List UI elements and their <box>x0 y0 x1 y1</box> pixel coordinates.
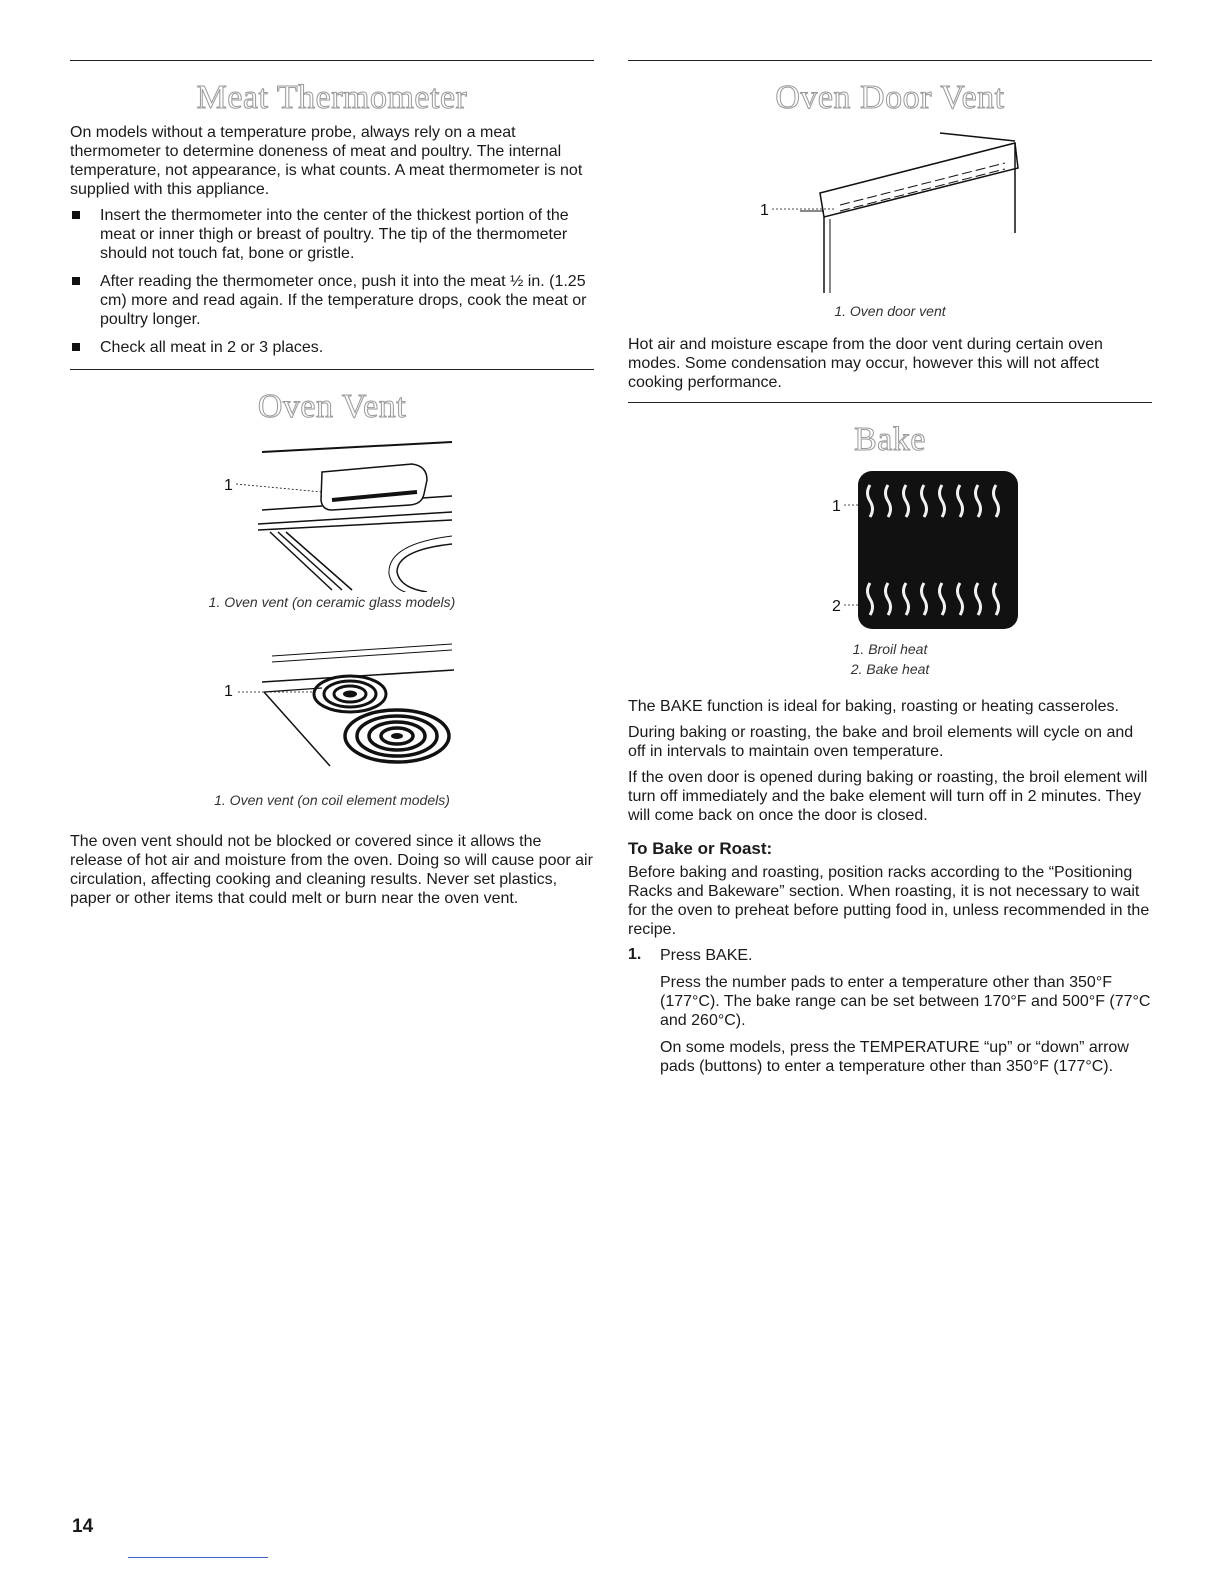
oven-door-vent-caption: 1. Oven door vent <box>834 303 946 319</box>
oven-vent-title: Oven Vent <box>257 388 407 425</box>
callout-bake: 2 <box>832 598 841 615</box>
bake-paragraph: If the oven door is opened during baking or roasting, the broil element will turn off immediately and the bake element will turn off in 2 minutes. They will come back on once the door is closed. <box>628 769 1148 824</box>
bullet-item: Check all meat in 2 or 3 places. <box>70 338 594 357</box>
bake-subhead-body: Before baking and roasting, position racks according to the “Positioning Racks and Bakeware” section. When roasting, it is not necessary to wait for the oven to preheat before putting food in, unless recommended in the recipe. <box>628 864 1150 938</box>
bake-paragraph: During baking or roasting, the bake and broil elements will cycle on and off in intervals to maintain oven temperature. <box>628 724 1134 760</box>
bake-oven-diagram <box>740 465 1040 635</box>
oven-vent-coil-illustration <box>182 620 482 790</box>
bullet-item: Insert the thermometer into the center of the thickest portion of the meat or inner thigh or breast of poultry. The tip of the thermometer should not touch fat, bone or gristle. <box>70 206 594 263</box>
callout-number: 1 <box>760 202 769 219</box>
meat-thermometer-bullets <box>70 206 594 357</box>
section-rule <box>70 369 594 370</box>
oven-door-vent-body: Hot air and moisture escape from the door vent during certain oven modes. Some condensation may occur, however this will not affect cooking performance. <box>628 336 1103 391</box>
step-paragraph: Press the number pads to enter a temperature other than 350°F (177°C). The bake range can be set between 170°F and 500°F (77°C and 260°C). <box>660 974 1151 1029</box>
section-rule <box>628 402 1152 403</box>
bullet-square-icon <box>72 211 80 219</box>
bake-subhead: To Bake or Roast: <box>628 839 773 858</box>
oven-door-vent-illustration <box>740 123 1040 293</box>
oven-vent-coil-caption: 1. Oven vent (on coil element models) <box>214 792 450 808</box>
page-number: 14 <box>72 1516 94 1537</box>
oven-vent-body: The oven vent should not be blocked or covered since it allows the release of hot air and moisture from the oven. Doing so will cause poor air circulation, affecting cooking and cleaning results. Never set plastics, paper or other items that could melt or burn near the oven vent. <box>70 833 593 907</box>
bullet-square-icon <box>72 343 80 351</box>
bullet-square-icon <box>72 277 80 285</box>
bake-title: Bake <box>854 421 926 458</box>
step-title: Press BAKE. <box>660 947 753 964</box>
section-rule <box>70 60 594 61</box>
bake-caption-bake: 2. Bake heat <box>850 661 930 677</box>
callout-number: 1 <box>224 477 233 494</box>
right-column <box>628 60 1152 1084</box>
meat-thermometer-title: Meat Thermometer <box>196 79 468 116</box>
oven-door-vent-title: Oven Door Vent <box>775 79 1005 116</box>
meat-thermometer-intro: On models without a temperature probe, always rely on a meat thermometer to determine doneness of meat and poultry. The internal temperature, not appearance, is what counts. A meat thermometer is not supplied with this appliance. <box>70 124 583 198</box>
bullet-item: After reading the thermometer once, push it into the meat ½ in. (1.25 cm) more and read again. If the temperature drops, cook the meat or poultry longer. <box>70 272 594 329</box>
footer-line <box>128 1557 268 1558</box>
step-number: 1. <box>628 946 642 963</box>
oven-vent-ceramic-illustration <box>182 432 482 592</box>
section-rule <box>628 60 1152 61</box>
left-column <box>70 60 594 915</box>
step-1 <box>628 946 1152 1076</box>
callout-number: 1 <box>224 683 233 700</box>
bake-paragraph: The BAKE function is ideal for baking, roasting or heating casseroles. <box>628 698 1119 715</box>
callout-broil: 1 <box>832 498 841 515</box>
bake-caption-broil: 1. Broil heat <box>852 641 928 657</box>
oven-vent-ceramic-caption: 1. Oven vent (on ceramic glass models) <box>208 594 456 610</box>
step-paragraph: On some models, press the TEMPERATURE “up” or “down” arrow pads (buttons) to enter a temperature other than 350°F (177°C). <box>660 1039 1129 1075</box>
